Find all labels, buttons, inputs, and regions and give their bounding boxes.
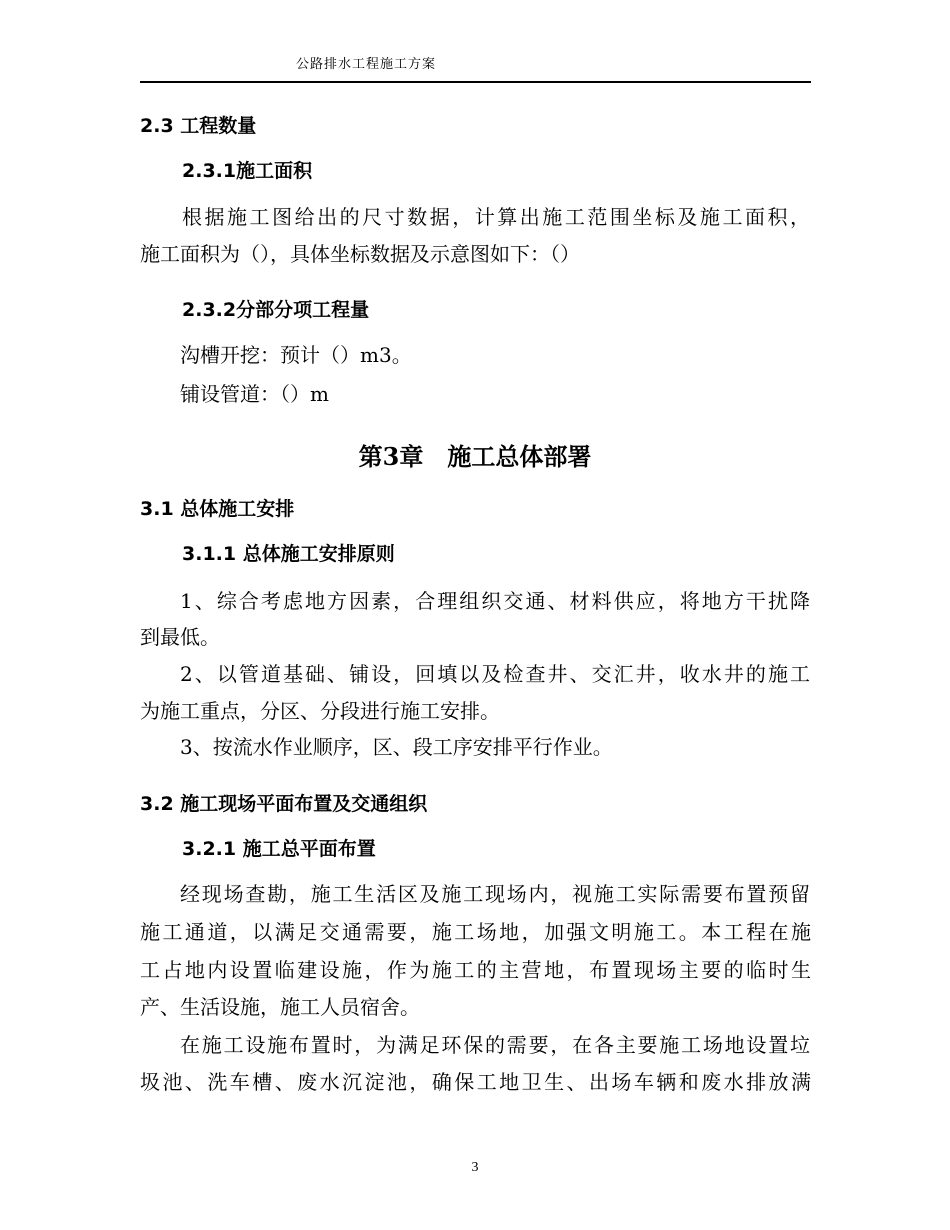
list-item-line: 3、按流水作业顺序，区、段工序安排平行作业。 [180,735,613,759]
paragraph-line: 圾池、洗车槽、废水沉淀池，确保工地卫生、出场车辆和废水排放满 [140,1070,811,1094]
section-heading-2-3-1: 2.3.1施工面积 [182,160,313,182]
header-title: 公路排水工程施工方案 [296,57,437,72]
list-item-line: 2、以管道基础、铺设，回填以及检查井、交汇井，收水井的施工 [180,662,810,686]
list-item-line: 为施工重点，分区、分段进行施工安排。 [140,699,500,723]
header-rule [140,81,811,83]
paragraph-line: 经现场查勘，施工生活区及施工现场内，视施工实际需要布置预留 [180,882,810,906]
paragraph-line: 铺设管道：（）m [180,382,329,406]
paragraph-line: 在施工设施布置时，为满足环保的需要，在各主要施工场地设置垃 [180,1033,810,1057]
list-item-line: 1、综合考虑地方因素，合理组织交通、材料供应，将地方干扰降 [180,589,810,613]
paragraph-line: 施工面积为（），具体坐标数据及示意图如下：（） [140,242,580,266]
section-heading-3-1: 3.1 总体施工安排 [140,498,295,520]
page-number: 3 [471,1160,479,1175]
section-heading-3-2-1: 3.2.1 施工总平面布置 [182,838,376,860]
paragraph-line: 根据施工图给出的尺寸数据，计算出施工范围坐标及施工面积， [182,205,810,229]
paragraph-line: 施工通道，以满足交通需要，施工场地，加强文明施工。本工程在施 [140,920,811,944]
chapter-heading-3: 第3章 施工总体部署 [358,442,592,471]
section-heading-2-3: 2.3 工程数量 [140,115,257,137]
paragraph-line: 产、生活设施，施工人员宿舍。 [140,995,420,1019]
paragraph-line: 工占地内设置临建设施，作为施工的主营地，布置现场主要的临时生 [140,958,811,982]
paragraph-line: 沟槽开挖：预计（）m3。 [180,343,412,367]
list-item-line: 到最低。 [140,625,220,649]
section-heading-3-2: 3.2 施工现场平面布置及交通组织 [140,793,428,815]
section-heading-3-1-1: 3.1.1 总体施工安排原则 [182,543,395,565]
section-heading-2-3-2: 2.3.2分部分项工程量 [182,299,370,321]
